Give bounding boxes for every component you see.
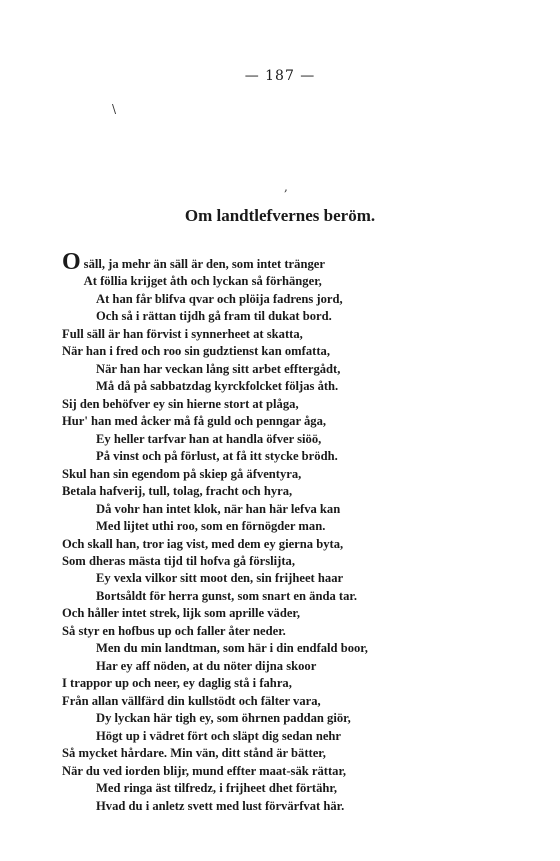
- poem-line: [62, 553, 482, 570]
- poem-line-text: Som dheras mästa tijd til hofva gå förslijta,: [62, 553, 295, 568]
- poem-line-text: Men du min landtman, som här i din endfald boor,: [96, 641, 368, 656]
- page-number: — 187 —: [244, 68, 316, 84]
- print-speck: \: [112, 102, 117, 116]
- poem-line-text: Med lijtet uthi roo, som en förnögder man.: [96, 519, 326, 534]
- poem-line-text: At han får blifva qvar och plöija fadrens jord,: [96, 291, 343, 306]
- poem-line: [62, 536, 482, 553]
- poem-line: [62, 343, 482, 360]
- poem-line: [62, 308, 482, 325]
- poem-line-text: Med ringa äst tilfredz, i frijheet dhet förtähr,: [96, 781, 337, 796]
- poem-line: [62, 448, 482, 465]
- poem-line: [62, 798, 482, 815]
- poem-line: [62, 780, 482, 797]
- poem-line-text: Full säll är han förvist i synnerheet at skatta,: [62, 326, 303, 341]
- poem-line: [62, 466, 482, 483]
- poem-line-text: Hur' han med åcker må få guld och penngar åga,: [62, 414, 327, 429]
- poem-line-text: Har ey aff nöden, at du nöter dijna skoor: [96, 658, 317, 673]
- poem-line: [62, 570, 482, 587]
- poem-line-text: Ey heller tarfvar han at handla öfver siöö,: [96, 431, 322, 446]
- poem-line-text: Så styr en hofbus up och faller åter neder.: [62, 623, 286, 638]
- poem-line-text: Sij den behöfver ey sin hierne stort at plåga,: [62, 396, 299, 411]
- poem-line: [62, 361, 482, 378]
- poem-line-text: Och så i rättan tijdh gå fram til dukat bord.: [96, 309, 332, 324]
- poem-line-text: Bortsåldt för herra gunst, som snart en ända tar.: [96, 588, 357, 603]
- poem-line: [62, 623, 482, 640]
- drop-cap-initial: O: [62, 249, 81, 275]
- poem-body: [62, 249, 482, 815]
- poem-line-text: På vinst och på förlust, at få itt stycke brödh.: [96, 449, 338, 464]
- poem-line: [62, 483, 482, 500]
- poem-line: [62, 273, 482, 290]
- poem-line: [62, 693, 482, 710]
- poem-line: [62, 658, 482, 675]
- poem-line: [62, 396, 482, 413]
- print-speck: ,: [284, 180, 288, 194]
- poem-line-text: Dy lyckan här tigh ey, som öhrnen paddan giör,: [96, 711, 351, 726]
- poem-line-text: När du ved iorden blijr, mund effter maat-säk rättar,: [62, 763, 347, 778]
- poem-line-text: Och skall han, tror iag vist, med dem ey gierna byta,: [62, 536, 344, 551]
- poem-line-text: När han i fred och roo sin gudztienst kan omfatta,: [62, 344, 330, 359]
- poem-line-text: säll, ja mehr än säll är den, som intet tränger: [83, 257, 325, 271]
- poem-line: [62, 675, 482, 692]
- poem-line-text: Högt up i vädret fört och släpt dig sedan nehr: [96, 728, 342, 743]
- poem-line: [62, 413, 482, 430]
- poem-line: [62, 728, 482, 745]
- poem-line: [62, 640, 482, 657]
- poem-line-text: I trappor up och neer, ey daglig stå i fahra,: [62, 676, 292, 691]
- poem-line-text: Skul han sin egendom på skiep gå äfventyra,: [62, 466, 302, 481]
- poem-line: [62, 763, 482, 780]
- poem-line: [62, 326, 482, 343]
- poem-line-text: Från allan vällfärd din kullstödt och fälter vara,: [62, 693, 321, 708]
- poem-line-text: Hvad du i anletz svett med lust förvärfvat här.: [96, 798, 345, 813]
- poem-line: [62, 588, 482, 605]
- poem-title: Om landtlefvernes beröm.: [184, 206, 376, 225]
- poem-line-text: Betala hafverij, tull, tolag, fracht och hyra,: [62, 484, 293, 499]
- poem-line: [62, 501, 482, 518]
- poem-line: [62, 518, 482, 535]
- poem-line-text: At föllia krijget åth och lyckan så förhänger,: [83, 274, 322, 289]
- poem-line-text: Ey vexla vilkor sitt moot den, sin frijheet haar: [96, 571, 344, 586]
- poem-line: [62, 249, 482, 275]
- poem-line: [62, 605, 482, 622]
- poem-line-text: Då vohr han intet klok, när han här lefva kan: [96, 501, 341, 516]
- poem-line-text: Så mycket hårdare. Min vän, ditt stånd är bätter,: [62, 746, 326, 761]
- poem-line: [62, 745, 482, 762]
- poem-line: [62, 291, 482, 308]
- poem-line-text: När han har veckan lång sitt arbet efftergådt,: [96, 361, 341, 376]
- poem-line-text: Och håller intet strek, lijk som aprille väder,: [62, 606, 300, 621]
- poem-line: [62, 378, 482, 395]
- poem-line: [62, 431, 482, 448]
- poem-line-text: Må då på sabbatzdag kyrckfolcket följas åth.: [96, 379, 339, 394]
- poem-line: [62, 710, 482, 727]
